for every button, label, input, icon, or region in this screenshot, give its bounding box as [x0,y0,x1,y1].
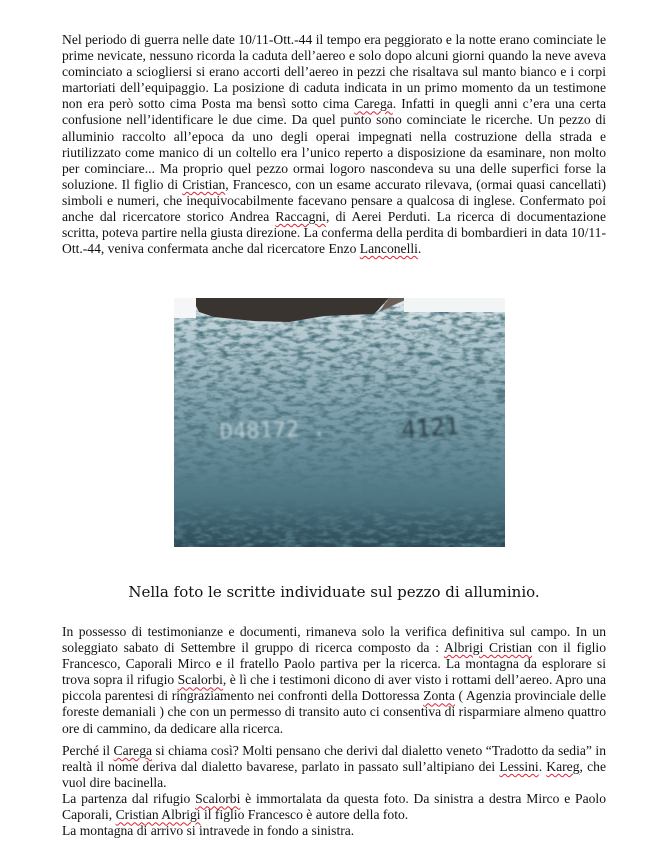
text-segment: , di Aerei Perduti. La ricerca di documentazione scritta, poteva partire nella giusta direzione. La conferma della perdita di bombardieri in data 10/11-Ott.-44, veniva confermata anche dal ricercatore Enzo [62,209,606,257]
spellcheck-word: Carega [354,96,393,112]
spellcheck-word: Cristian [182,176,226,192]
text-segment: è immortalata da questa foto. Da sinistra a destra Mirco e Paolo Caporali, [62,791,606,823]
text-segment: il figlio Francesco è autore della foto. [200,807,409,823]
spellcheck-word: Kareg [546,759,580,775]
engraved-number: 4121 [400,412,461,444]
paragraph-crash-history [62,32,606,257]
engraved-serial: D48172 . [219,416,327,445]
spellcheck-word: Carega [113,743,153,758]
text-segment: . [417,241,422,257]
spellcheck-word: Lanconelli [359,241,418,257]
text-segment: . Infatti in quegli anni c’era una certa confusione nell’identificare le due cime. Da quel punto sono cominciate le ricerche. Un pezzo di alluminio raccolto all’epoca da uno degli operai impegnati nella costruzione della strada e riutilizzato come manico di un coltello era l’unico reperto a disposizione da esaminare, non molto per cominciare... Ma proprio quel pezzo ormai logoro nascondeva su una delle superfici forse la soluzione. Il figlio di [62,96,607,192]
text-segment: , che vuol dire bacinella. [62,759,606,791]
text-segment: con il figlio Francesco, Caporali Mirco e il fratello Paolo partiva per la ricerca. La montagna da esplorare si trova sopra il rifugio [62,640,606,688]
text-segment: Perché il [62,743,114,758]
spellcheck-word: Zonta [423,688,455,704]
text-segment: , è lì che i testimoni dicono di aver visto i rottami dell’aereo. Apro una piccola parentesi di ringraziamento nei confronti della Dottoressa [62,672,606,704]
spellcheck-word: Raccagni [275,209,326,225]
text-segment: La partenza dal rifugio [62,791,196,807]
text-segment: . [538,759,547,775]
paragraph-field-search [62,624,606,737]
text-segment: In possesso di testimonianze e documenti, rimaneva solo la verifica definitiva sul campo. In un soleggiato sabato di Settembre il gruppo di ricerca composto da : [62,624,606,656]
paragraph-carega-name [62,743,606,840]
spellcheck-word: Lessini [499,759,539,775]
spellcheck-word: Cristian Albrigi [115,807,201,823]
photo-caption: Nella foto le scritte individuate sul pezzo di alluminio. [128,583,540,601]
text-segment: La montagna di arrivo si intravede in fondo a sinistra. [62,823,355,839]
spellcheck-word: Albrigi Cristian [444,640,533,656]
text-segment: si chiama così? Molti pensano che derivi dal dialetto veneto “Tradotto da sedia” in realtà il nome deriva dal dialetto bavarese, parlato in passato sull’altipiano dei [62,743,606,775]
aluminum-fragment-photo [174,298,505,547]
text-segment: ( Agenzia provinciale delle foreste demaniali ) che con un permesso di transito auto ci consentiva di risparmiare almeno quattro ore di cammino, da dedicare alla ricerca. [62,688,606,736]
text-segment: Nel periodo di guerra nelle date 10/11-Ott.-44 il tempo era peggiorato e la notte erano cominciate le prime nevicate, nessuno ricorda la caduta dell’aereo e solo dopo alcuni giorni quando la neve aveva cominciato a sciogliersi si erano accorti dell’aereo in pezzi che risaltava sul manto bianco e i corpi martoriati dell’equipaggio. La posizione di caduta indicata in un primo momento da un testimone non era però sotto cima Posta ma bensì sotto cima [62,32,606,112]
spellcheck-word: Scalorbi [177,672,223,688]
spellcheck-word: Scalorbi [195,791,241,807]
text-segment: , Francesco, con un esame accurato rilevava, (ormai quasi cancellati) simboli e numeri, che inequivocabilmente facevano pensare a qualcosa di inglese. Confermato poi anche dal ricercatore storico Andrea [62,176,607,225]
